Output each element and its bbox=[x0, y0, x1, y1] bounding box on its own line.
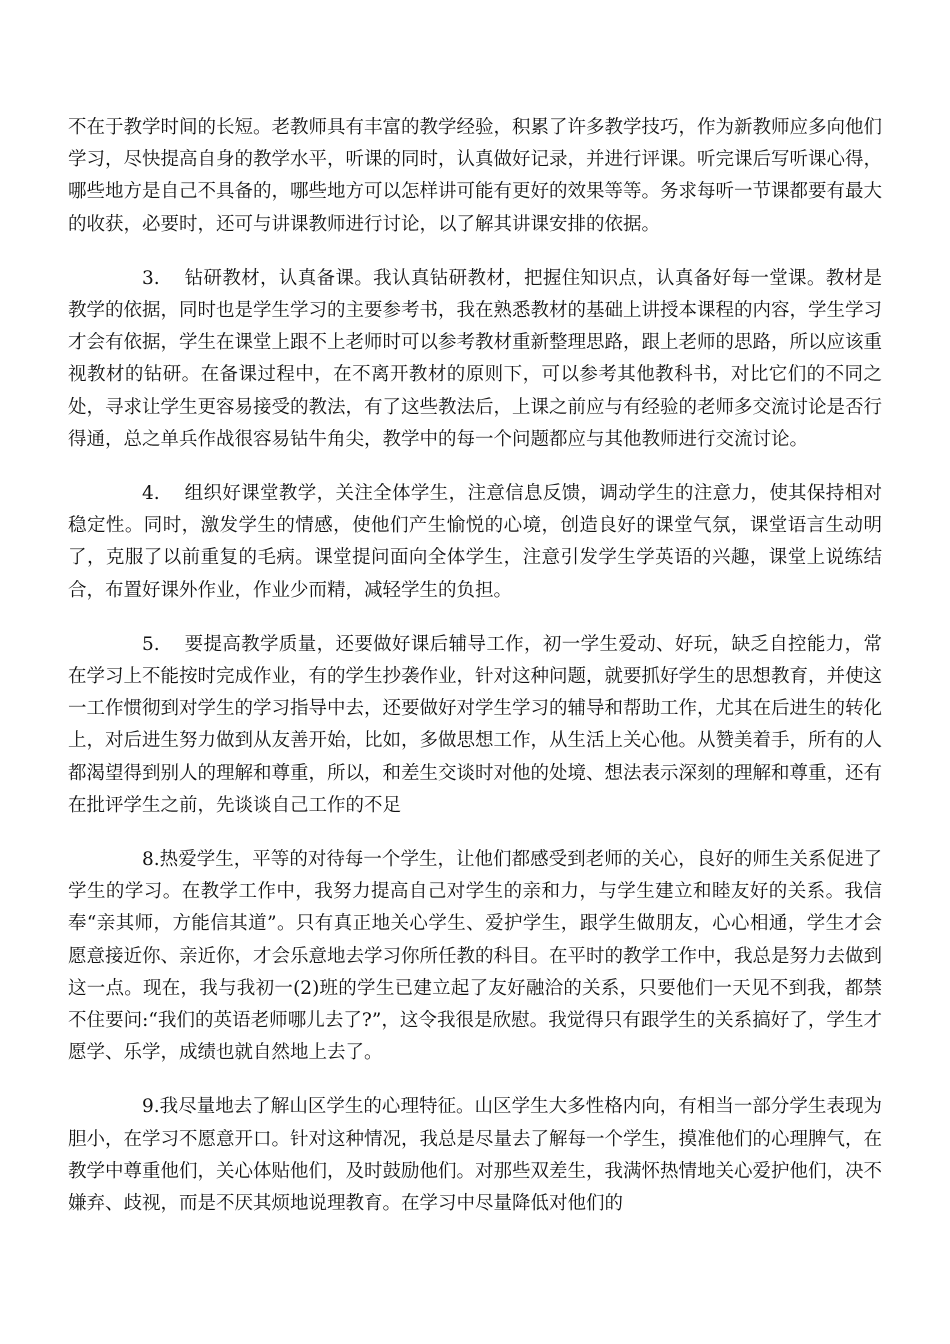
paragraph-item-3 bbox=[68, 263, 882, 456]
paragraph-text: 要提高教学质量，还要做好课后辅导工作，初一学生爱动、好玩，缺乏自控能力，常在学习上不能按时完成作业，有的学生抄袭作业，针对这种问题，就要抓好学生的思想教育，并使这一工作惯彻到对学生的学习指导中去，还要做好对学生学习的辅导和帮助工作，尤其在后进生的转化上，对后进生努力做到从友善开始，比如，多做思想工作，从生活上关心他。从赞美着手，所有的人都渴望得到别人的理解和尊重，所以，和差生交谈时对他的处境、想法表示深刻的理解和尊重，还有在批评学生之前，先谈谈自己工作的不足 bbox=[68, 633, 883, 816]
paragraph-item-5 bbox=[68, 629, 882, 822]
paragraph-text: 钻研教材，认真备课。我认真钻研教材，把握住知识点，认真备好每一堂课。教材是教学的依据，同时也是学生学习的主要参考书，我在熟悉教材的基础上讲授本课程的内容，学生学习才会有依据，学生在课堂上跟不上老师时可以参考教材重新整理思路，跟上老师的思路，所以应该重视教材的钻研。在备课过程中，在不离开教材的原则下，可以参考其他教科书，对比它们的不同之处，寻求让学生更容易接受的教法，有了这些教法后，上课之前应与有经验的老师多交流讨论是否行得通，总之单兵作战很容易钻牛角尖，教学中的每一个问题都应与其他教师进行交流讨论。 bbox=[68, 267, 883, 450]
paragraph-text: 热爱学生，平等的对待每一个学生，让他们都感受到老师的关心，良好的师生关系促进了学生的学习。在教学工作中，我努力提高自己对学生的亲和力，与学生建立和睦友好的关系。我信奉“亲其师，方能信其道”。只有真正地关心学生、爱护学生，跟学生做朋友，心心相通，学生才会愿意接近你、亲近你，才会乐意地去学习你所任教的科目。在平时的教学工作中，我总是努力去做到这一点。现在，我与我初一(2)班的学生已建立起了友好融洽的关系，只要他们一天见不到我，都禁不住要问:“我们的英语老师哪儿去了?”，这令我很是欣慰。我觉得只有跟学生的关系搞好了，学生才愿学、乐学，成绩也就自然地上去了。 bbox=[68, 849, 883, 1064]
paragraph-text: 组织好课堂教学，关注全体学生，注意信息反馈，调动学生的注意力，使其保持相对稳定性。同时，激发学生的情感，使他们产生愉悦的心境，创造良好的课堂气氛，课堂语言生动明了，克服了以前重复的毛病。课堂提问面向全体学生，注意引发学生学英语的兴趣，课堂上说练结合，布置好课外作业，作业少而精，减轻学生的负担。 bbox=[68, 483, 882, 601]
item-number: 9. bbox=[142, 1096, 160, 1118]
paragraph-item-9 bbox=[68, 1091, 882, 1220]
item-number: 5. bbox=[142, 633, 160, 655]
paragraph-continued: 不在于教学时间的长短。老教师具有丰富的教学经验，积累了许多教学技巧，作为新教师应多向他们学习，尽快提高自身的教学水平，听课的同时，认真做好记录，并进行评课。听完课后写听课心得，哪些地方是自己不具备的，哪些地方可以怎样讲可能有更好的效果等等。务求每听一节课都要有最大的收获，必要时，还可与讲课教师进行讨论，以了解其讲课安排的依据。 bbox=[68, 117, 883, 235]
paragraph-item-4 bbox=[68, 478, 882, 607]
paragraph-item-8 bbox=[68, 844, 882, 1069]
item-number: 8. bbox=[142, 849, 160, 871]
item-number: 4. bbox=[142, 483, 160, 505]
paragraph-text: 我尽量地去了解山区学生的心理特征。山区学生大多性格内向，有相当一部分学生表现为胆小，在学习不愿意开口。针对这种情况，我总是尽量去了解每一个学生，摸准他们的心理脾气，在教学中尊重他们，关心体贴他们，及时鼓励他们。对那些双差生，我满怀热情地关心爱护他们，决不嫌弃、歧视，而是不厌其烦地说理教育。在学习中尽量降低对他们的 bbox=[68, 1096, 883, 1215]
item-number: 3. bbox=[142, 267, 160, 289]
